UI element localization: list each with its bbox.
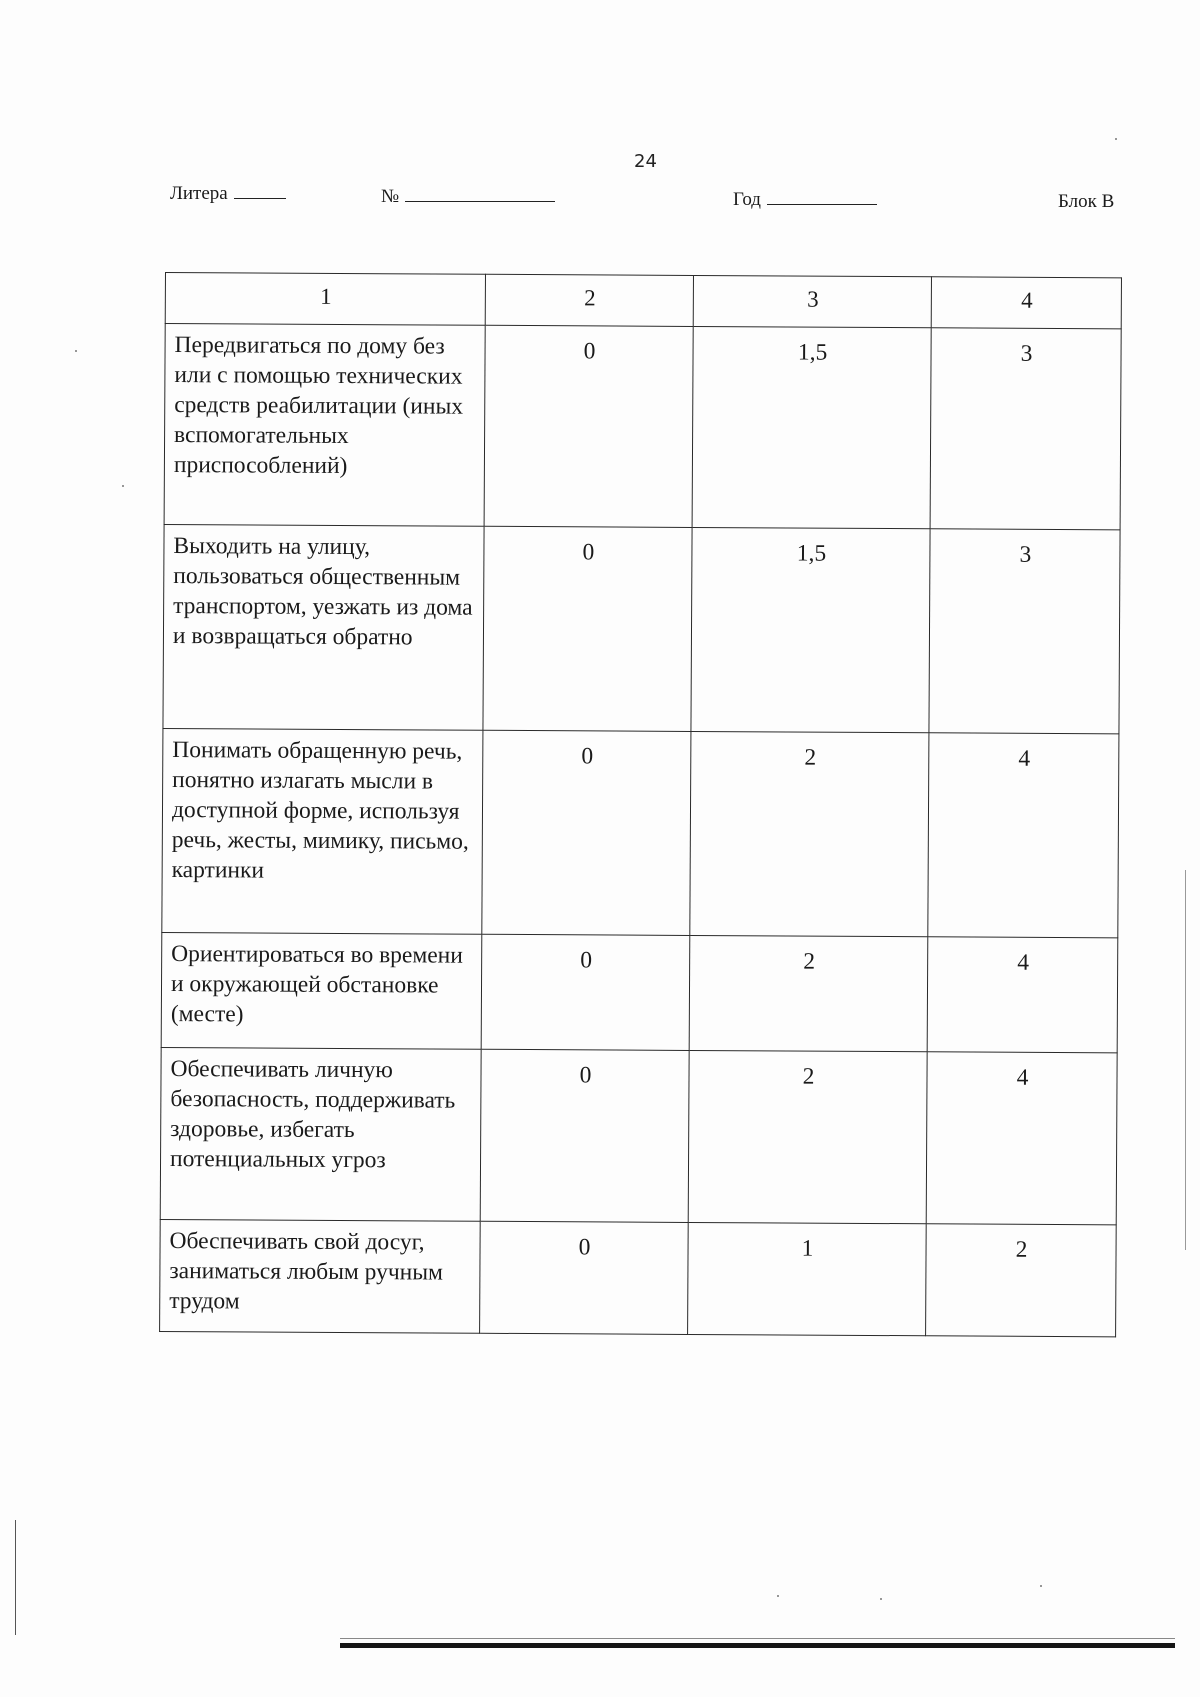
score-cell: 0 (483, 526, 692, 731)
score-cell: 3 (930, 328, 1121, 530)
score-cell: 0 (480, 1221, 689, 1334)
table-header-row (165, 273, 1121, 329)
score-cell: 3 (929, 529, 1120, 734)
column-header-4: 4 (931, 277, 1121, 329)
number-blank (405, 187, 555, 202)
page-number: 24 (634, 151, 657, 172)
score-cell: 0 (481, 934, 690, 1050)
table-row (160, 1047, 1117, 1224)
scan-edge-left (15, 1520, 16, 1635)
year-blank (767, 190, 877, 205)
row-label: Выходить на улицу, пользоваться общественным транспортом, уезжать из дома и возвращаться обратно (163, 524, 484, 730)
number-field (381, 186, 555, 208)
table-row (163, 524, 1120, 733)
score-cell: 4 (926, 1052, 1117, 1225)
table-row (164, 324, 1121, 530)
score-cell: 0 (480, 1049, 689, 1222)
column-header-3: 3 (693, 275, 931, 327)
scan-edge-bottom-thin (340, 1638, 1175, 1639)
assessment-table-wrapper (159, 272, 1121, 1337)
scan-speck (1115, 138, 1117, 140)
row-label: Обеспечивать личную безопасность, поддерживать здоровье, избегать потенциальных угроз (160, 1047, 481, 1221)
block-label: Блок В (1058, 191, 1115, 212)
table-row (162, 728, 1119, 937)
scan-edge-right (1185, 870, 1186, 1250)
scan-speck (777, 1595, 779, 1597)
scan-speck (880, 1598, 882, 1600)
score-cell: 1,5 (691, 527, 930, 732)
score-cell: 2 (689, 935, 928, 1051)
score-cell: 0 (484, 325, 693, 527)
column-header-2: 2 (485, 274, 693, 326)
column-header-1: 1 (165, 273, 485, 326)
score-cell: 2 (690, 731, 929, 936)
year-field (733, 189, 877, 211)
score-cell: 2 (926, 1224, 1117, 1337)
score-cell: 4 (927, 937, 1118, 1053)
row-label: Обеспечивать свой досуг, заниматься любым ручным трудом (160, 1219, 481, 1333)
table-row (161, 932, 1118, 1052)
year-label: Год (733, 189, 761, 210)
score-cell: 1,5 (692, 326, 931, 528)
score-cell: 2 (688, 1050, 927, 1223)
table-row (160, 1219, 1117, 1336)
litera-label: Литера (170, 183, 228, 204)
litera-field (170, 183, 286, 205)
scan-speck (75, 350, 77, 352)
assessment-table (159, 272, 1122, 1337)
row-label: Понимать обращенную речь, понятно излагать мысли в доступной форме, используя речь, жесты, мимику, письмо, картинки (162, 728, 483, 934)
score-cell: 0 (482, 730, 691, 935)
scan-speck (1040, 1585, 1042, 1587)
score-cell: 4 (928, 733, 1119, 938)
scan-speck (122, 485, 124, 487)
row-label: Ориентироваться во времени и окружающей обстановке (месте) (161, 932, 482, 1049)
score-cell: 1 (688, 1222, 927, 1335)
number-label: № (381, 186, 400, 207)
scan-edge-bottom (340, 1643, 1175, 1648)
row-label: Передвигаться по дому без или с помощью технических средств реабилитации (иных вспомогательных приспособлений) (164, 324, 485, 527)
litera-blank (234, 184, 286, 199)
